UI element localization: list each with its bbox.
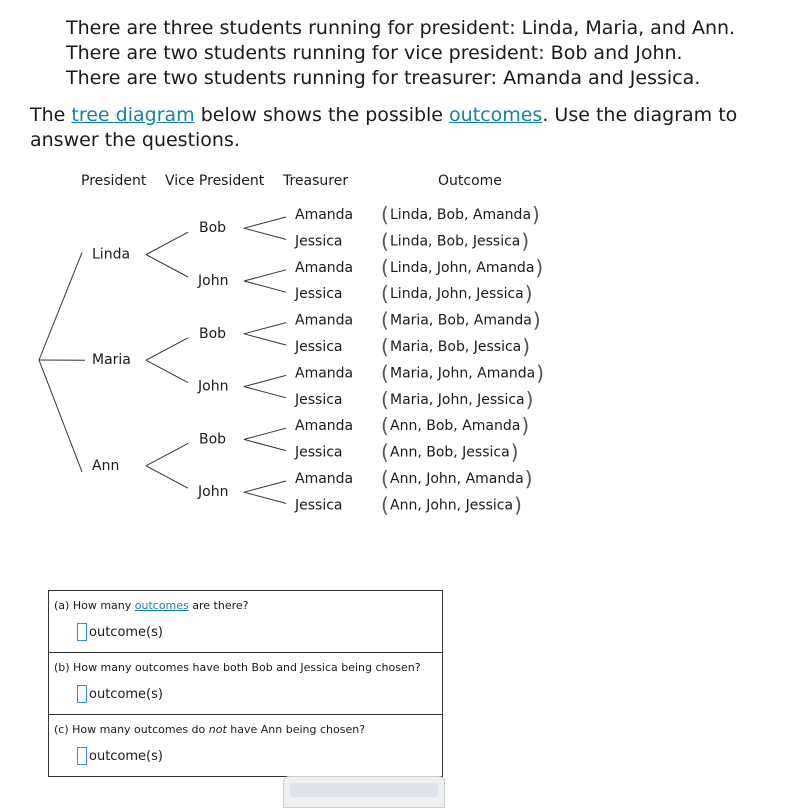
outcome-close-paren: ) bbox=[532, 203, 540, 227]
treasurer-label-9: Jessica bbox=[294, 445, 343, 461]
branch-treasurer-10 bbox=[244, 481, 286, 492]
description-middle: below shows the possible bbox=[195, 104, 449, 126]
branch-treasurer-11 bbox=[244, 492, 286, 503]
outcome-close-paren: ) bbox=[526, 387, 534, 411]
answer-toolbar[interactable] bbox=[283, 776, 445, 808]
outcomes-link[interactable]: outcomes bbox=[449, 104, 542, 126]
treasurer-label-1: Jessica bbox=[294, 233, 343, 249]
branch-treasurer-0 bbox=[244, 217, 286, 228]
vp-label-3: John bbox=[197, 379, 228, 395]
branch-treasurer-8 bbox=[244, 428, 286, 439]
question-a-text bbox=[54, 599, 249, 612]
question-c-text bbox=[54, 723, 365, 736]
branch-treasurer-6 bbox=[244, 375, 286, 386]
outcome-open-paren: ( bbox=[381, 203, 389, 227]
tree-diagram-link[interactable]: tree diagram bbox=[71, 104, 194, 126]
branch-treasurer-4 bbox=[244, 323, 286, 334]
description-suffix: . Use the diagram to answer the questions. bbox=[30, 104, 737, 151]
question-b-text: (b) How many outcomes have both Bob and Jessica being chosen? bbox=[54, 661, 421, 674]
tree-labels bbox=[92, 203, 544, 517]
question-c-suffix: have Ann being chosen? bbox=[227, 723, 365, 736]
outcome-open-paren: ( bbox=[381, 414, 389, 438]
outcome-open-paren: ( bbox=[381, 361, 389, 385]
question-a-answer-row bbox=[77, 623, 163, 641]
outcome-open-paren: ( bbox=[381, 308, 389, 332]
outcome-9: Ann, Bob, Jessica bbox=[390, 445, 510, 461]
branch-root-ann bbox=[39, 360, 82, 472]
outcome-open-paren: ( bbox=[381, 229, 389, 253]
outcome-10: Ann, John, Amanda bbox=[390, 471, 524, 487]
question-b-panel bbox=[48, 652, 443, 715]
question-c-panel bbox=[48, 714, 443, 777]
branch-maria-john bbox=[146, 360, 188, 382]
treasurer-label-8: Amanda bbox=[295, 418, 353, 434]
question-a-panel bbox=[48, 590, 443, 653]
treasurer-label-3: Jessica bbox=[294, 286, 343, 302]
question-b-answer-input[interactable] bbox=[77, 685, 87, 703]
vp-label-1: John bbox=[197, 273, 228, 289]
outcome-close-paren: ) bbox=[525, 467, 533, 491]
question-b-unit: outcome(s) bbox=[89, 687, 163, 702]
branch-treasurer-9 bbox=[244, 439, 286, 450]
vp-label-0: Bob bbox=[199, 220, 226, 236]
outcome-open-paren: ( bbox=[381, 255, 389, 279]
outcome-close-paren: ) bbox=[525, 282, 533, 306]
branch-linda-john bbox=[146, 255, 188, 277]
vp-label-2: Bob bbox=[199, 326, 226, 342]
description-prefix: The bbox=[30, 104, 71, 126]
outcome-open-paren: ( bbox=[381, 387, 389, 411]
branch-root-linda bbox=[39, 253, 82, 360]
branch-treasurer-7 bbox=[244, 387, 286, 398]
outcome-4: Maria, Bob, Amanda bbox=[390, 313, 532, 329]
header-president: President bbox=[81, 173, 147, 189]
intro-line-treasurer: There are two students running for treasurer: Amanda and Jessica. bbox=[66, 66, 735, 91]
outcome-8: Ann, Bob, Amanda bbox=[390, 418, 520, 434]
outcome-3: Linda, John, Jessica bbox=[390, 286, 524, 302]
branch-treasurer-1 bbox=[244, 228, 286, 239]
problem-description bbox=[30, 103, 770, 153]
treasurer-label-7: Jessica bbox=[294, 392, 343, 408]
vp-label-5: John bbox=[197, 484, 228, 500]
branch-ann-bob bbox=[146, 443, 188, 465]
outcome-open-paren: ( bbox=[381, 440, 389, 464]
question-a-answer-input[interactable] bbox=[77, 623, 87, 641]
treasurer-label-2: Amanda bbox=[295, 260, 353, 276]
treasurer-label-5: Jessica bbox=[294, 339, 343, 355]
question-b-answer-row bbox=[77, 685, 163, 703]
outcome-5: Maria, Bob, Jessica bbox=[390, 339, 521, 355]
question-a-prefix: (a) How many bbox=[54, 599, 135, 612]
treasurer-label-0: Amanda bbox=[295, 207, 353, 223]
outcome-close-paren: ) bbox=[522, 335, 530, 359]
branch-linda-bob bbox=[146, 232, 188, 254]
question-c-unit: outcome(s) bbox=[89, 749, 163, 764]
intro-line-vice-president: There are two students running for vice president: Bob and John. bbox=[66, 41, 735, 66]
tree-diagram bbox=[0, 160, 790, 530]
question-c-answer-row bbox=[77, 747, 163, 765]
outcome-open-paren: ( bbox=[381, 467, 389, 491]
outcome-close-paren: ) bbox=[533, 308, 541, 332]
outcome-close-paren: ) bbox=[511, 440, 519, 464]
question-c-answer-input[interactable] bbox=[77, 747, 87, 765]
outcome-close-paren: ) bbox=[521, 414, 529, 438]
outcome-2: Linda, John, Amanda bbox=[390, 260, 534, 276]
intro-line-president: There are three students running for president: Linda, Maria, and Ann. bbox=[66, 16, 735, 41]
outcome-close-paren: ) bbox=[535, 255, 543, 279]
outcome-open-paren: ( bbox=[381, 335, 389, 359]
header-outcome: Outcome bbox=[438, 173, 502, 189]
outcome-6: Maria, John, Amanda bbox=[390, 365, 535, 381]
treasurer-label-4: Amanda bbox=[295, 313, 353, 329]
branch-ann-john bbox=[146, 466, 188, 488]
outcome-open-paren: ( bbox=[381, 493, 389, 517]
outcome-close-paren: ) bbox=[536, 361, 544, 385]
question-c-prefix: (c) How many outcomes do bbox=[54, 723, 209, 736]
toolbar-handle[interactable] bbox=[290, 783, 438, 797]
branch-treasurer-2 bbox=[244, 270, 286, 281]
header-vice-president: Vice President bbox=[165, 173, 265, 189]
branch-treasurer-3 bbox=[244, 281, 286, 292]
president-label-linda: Linda bbox=[92, 247, 130, 263]
outcome-close-paren: ) bbox=[521, 229, 529, 253]
outcome-0: Linda, Bob, Amanda bbox=[390, 207, 531, 223]
branch-treasurer-5 bbox=[244, 334, 286, 345]
president-label-maria: Maria bbox=[92, 352, 131, 368]
branch-maria-bob bbox=[146, 338, 188, 360]
outcome-7: Maria, John, Jessica bbox=[390, 392, 525, 408]
outcome-open-paren: ( bbox=[381, 282, 389, 306]
treasurer-label-11: Jessica bbox=[294, 497, 343, 513]
question-a-suffix: are there? bbox=[189, 599, 249, 612]
outcome-1: Linda, Bob, Jessica bbox=[390, 233, 520, 249]
outcome-11: Ann, John, Jessica bbox=[390, 497, 513, 513]
header-treasurer: Treasurer bbox=[282, 173, 348, 189]
treasurer-label-10: Amanda bbox=[295, 471, 353, 487]
treasurer-label-6: Amanda bbox=[295, 365, 353, 381]
question-a-outcomes-link[interactable]: outcomes bbox=[135, 599, 189, 612]
question-c-emphasis: not bbox=[209, 723, 227, 736]
outcome-close-paren: ) bbox=[514, 493, 522, 517]
problem-intro bbox=[66, 16, 735, 91]
question-a-unit: outcome(s) bbox=[89, 625, 163, 640]
president-label-ann: Ann bbox=[92, 458, 119, 474]
vp-label-4: Bob bbox=[199, 431, 226, 447]
tree-branches bbox=[39, 217, 286, 503]
